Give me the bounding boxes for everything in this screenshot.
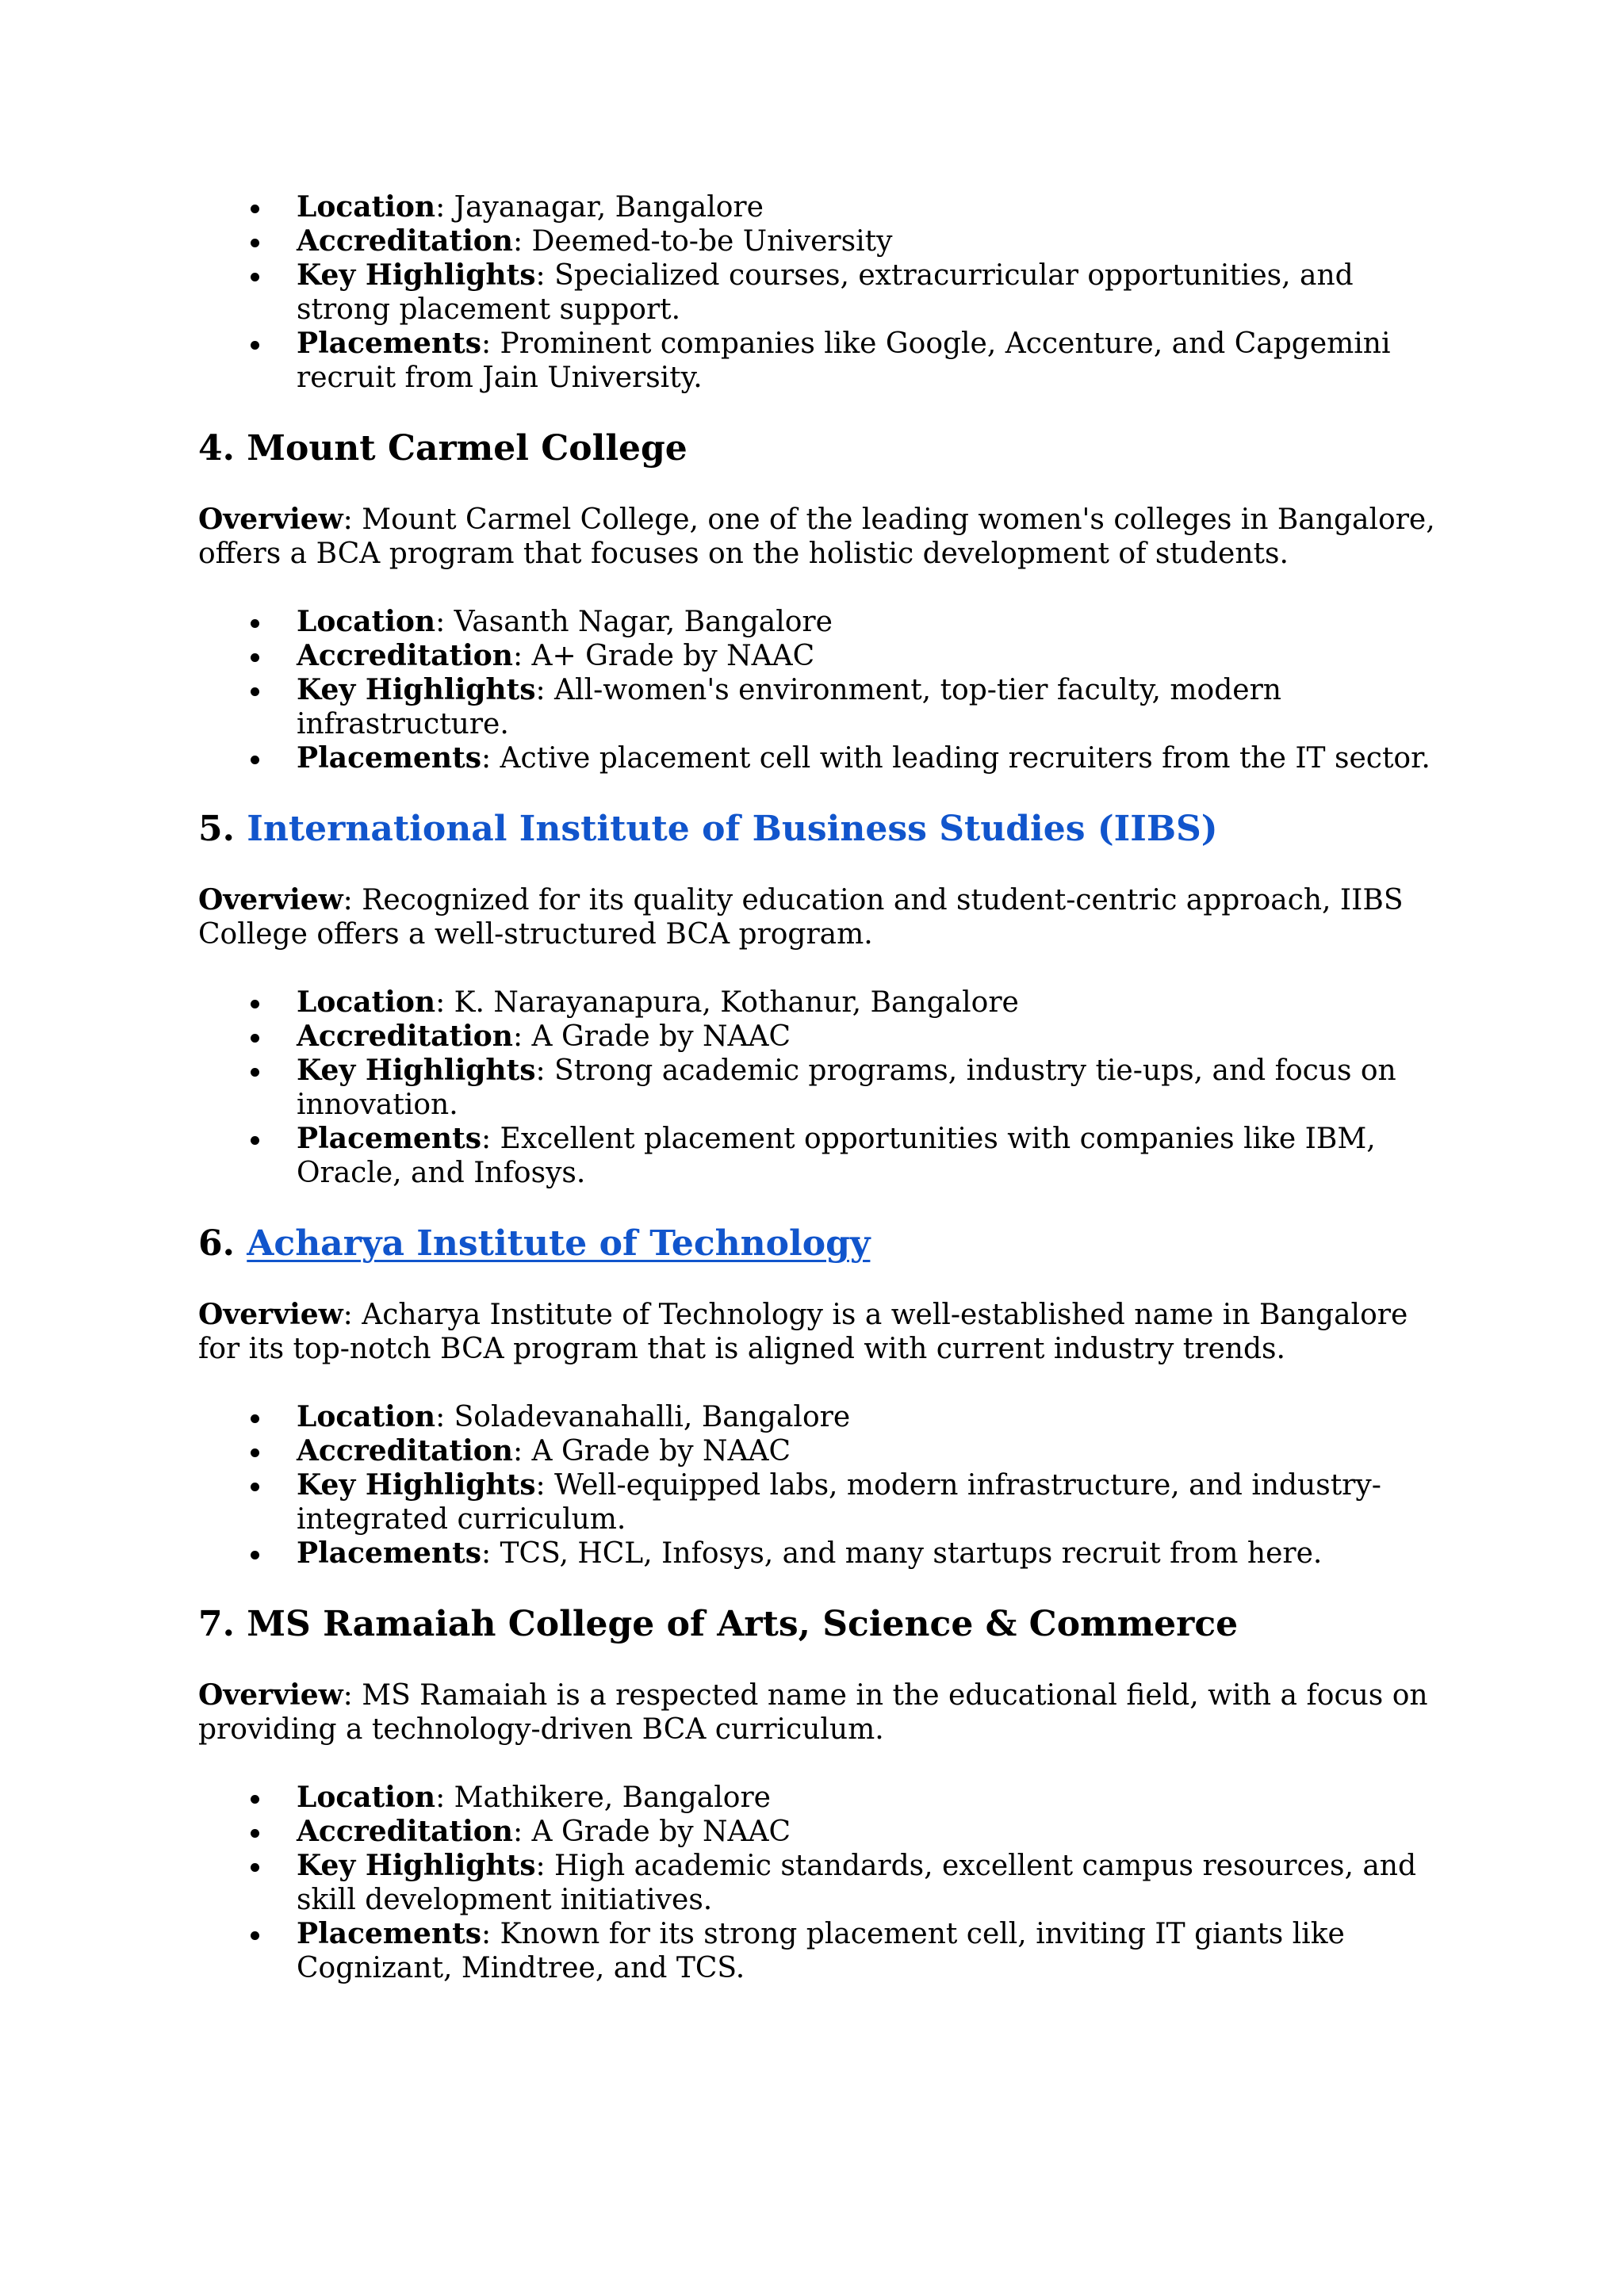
item-label: Key Highlights bbox=[297, 1468, 536, 1502]
list-item bbox=[198, 1468, 1435, 1536]
item-text: : Vasanth Nagar, Bangalore bbox=[435, 606, 833, 638]
section-heading-ms-ramaiah bbox=[198, 1604, 1435, 1645]
section-overview bbox=[198, 1298, 1435, 1366]
intro-details-list bbox=[198, 190, 1435, 395]
acharya-link[interactable]: Acharya Institute of Technology bbox=[247, 1223, 871, 1264]
item-label: Location bbox=[297, 605, 436, 638]
item-label: Placements bbox=[297, 327, 481, 360]
section-heading-acharya bbox=[198, 1223, 1435, 1265]
list-item bbox=[198, 1781, 1435, 1815]
item-label: Location bbox=[297, 1781, 436, 1814]
list-item bbox=[198, 1815, 1435, 1849]
overview-label: Overview bbox=[198, 503, 343, 536]
item-text: : A Grade by NAAC bbox=[512, 1020, 791, 1053]
item-label: Placements bbox=[297, 1536, 481, 1570]
list-item bbox=[198, 741, 1435, 775]
item-text: Deemed-to-be University bbox=[531, 225, 893, 258]
overview-text: : Acharya Institute of Technology is a well-established name in Bangalore for its top-notch BCA program that is aligned with current industry trends. bbox=[198, 1299, 1408, 1365]
list-item bbox=[198, 1434, 1435, 1468]
item-text: : Active placement cell with leading recruiters from the IT sector. bbox=[481, 742, 1431, 775]
section-details-list bbox=[198, 985, 1435, 1190]
section-number: 5. bbox=[198, 809, 235, 849]
section-number: 6. bbox=[198, 1223, 235, 1264]
item-label: Accreditation bbox=[297, 1815, 513, 1848]
section-title: Mount Carmel College bbox=[247, 428, 688, 469]
section-overview bbox=[198, 503, 1435, 571]
item-label: Accreditation bbox=[297, 1020, 513, 1053]
item-text: : A Grade by NAAC bbox=[512, 1435, 791, 1468]
section-number: 4. bbox=[198, 428, 235, 469]
list-item bbox=[198, 258, 1435, 327]
list-item bbox=[198, 224, 1435, 258]
list-item bbox=[198, 190, 1435, 224]
item-text: : K. Narayanapura, Kothanur, Bangalore bbox=[435, 986, 1019, 1019]
list-item bbox=[198, 639, 1435, 673]
item-text: : High academic standards, excellent campus resources, and skill development initiatives. bbox=[297, 1850, 1417, 1916]
item-text: : Soladevanahalli, Bangalore bbox=[435, 1401, 851, 1433]
iibs-link[interactable]: International Institute of Business Studies (IIBS) bbox=[247, 809, 1218, 849]
list-item bbox=[198, 1536, 1435, 1571]
section-details-list bbox=[198, 605, 1435, 775]
section-heading-iibs bbox=[198, 809, 1435, 850]
overview-label: Overview bbox=[198, 883, 343, 916]
item-label: Placements bbox=[297, 1917, 481, 1950]
item-label: Location bbox=[297, 1400, 436, 1433]
item-label: Placements bbox=[297, 1122, 481, 1155]
overview-label: Overview bbox=[198, 1678, 343, 1712]
list-item bbox=[198, 673, 1435, 741]
item-sep: : bbox=[435, 191, 454, 224]
list-item bbox=[198, 1400, 1435, 1434]
item-label: Location bbox=[297, 190, 436, 224]
item-label: Key Highlights bbox=[297, 1054, 536, 1087]
item-text: : All-women's environment, top-tier faculty, modern infrastructure. bbox=[297, 674, 1281, 740]
item-label: Accreditation bbox=[297, 224, 513, 258]
list-item bbox=[198, 1849, 1435, 1917]
list-item bbox=[198, 1917, 1435, 1985]
list-item bbox=[198, 1122, 1435, 1190]
item-text: : Known for its strong placement cell, inviting IT giants like Cognizant, Mindtree, and TCS. bbox=[297, 1918, 1345, 1984]
overview-text: : Recognized for its quality education and student-centric approach, IIBS College offers a well-structured BCA program. bbox=[198, 884, 1404, 951]
item-label: Key Highlights bbox=[297, 673, 536, 706]
item-text: : Mathikere, Bangalore bbox=[435, 1781, 771, 1814]
list-item bbox=[198, 605, 1435, 639]
item-text: : A Grade by NAAC bbox=[512, 1816, 791, 1848]
item-text: : Excellent placement opportunities with companies like IBM, Oracle, and Infosys. bbox=[297, 1123, 1376, 1189]
item-text: : Well-equipped labs, modern infrastructure, and industry-integrated curriculum. bbox=[297, 1469, 1381, 1536]
overview-label: Overview bbox=[198, 1298, 343, 1331]
item-sep: : bbox=[512, 225, 532, 258]
list-item bbox=[198, 327, 1435, 395]
item-text: : A+ Grade by NAAC bbox=[512, 640, 815, 672]
document-page bbox=[198, 190, 1435, 1985]
overview-text: : MS Ramaiah is a respected name in the educational field, with a focus on providing a technology-driven BCA curriculum. bbox=[198, 1679, 1428, 1746]
list-item bbox=[198, 985, 1435, 1020]
section-title: MS Ramaiah College of Arts, Science & Commerce bbox=[247, 1604, 1239, 1644]
item-label: Key Highlights bbox=[297, 1849, 536, 1882]
section-details-list bbox=[198, 1400, 1435, 1571]
item-label: Key Highlights bbox=[297, 258, 536, 292]
section-details-list bbox=[198, 1781, 1435, 1985]
section-overview bbox=[198, 1678, 1435, 1747]
item-text: Prominent companies like Google, Accenture, and Capgemini recruit from Jain University. bbox=[297, 327, 1391, 394]
list-item bbox=[198, 1054, 1435, 1122]
item-text: : TCS, HCL, Infosys, and many startups recruit from here. bbox=[481, 1537, 1323, 1570]
item-text: Jayanagar, Bangalore bbox=[454, 191, 764, 224]
section-overview bbox=[198, 883, 1435, 951]
overview-text: : Mount Carmel College, one of the leading women's colleges in Bangalore, offers a BCA program that focuses on the holistic development of students. bbox=[198, 503, 1435, 570]
item-label: Accreditation bbox=[297, 1434, 513, 1468]
section-heading-mount-carmel bbox=[198, 428, 1435, 469]
list-item bbox=[198, 1020, 1435, 1054]
item-sep: : bbox=[535, 259, 555, 292]
item-label: Placements bbox=[297, 741, 481, 775]
section-number: 7. bbox=[198, 1604, 235, 1644]
item-label: Location bbox=[297, 985, 436, 1019]
item-text: Specialized courses, extracurricular opportunities, and strong placement support. bbox=[297, 259, 1354, 326]
item-sep: : bbox=[481, 327, 500, 360]
item-label: Accreditation bbox=[297, 639, 513, 672]
item-text: : Strong academic programs, industry tie-ups, and focus on innovation. bbox=[297, 1054, 1396, 1121]
